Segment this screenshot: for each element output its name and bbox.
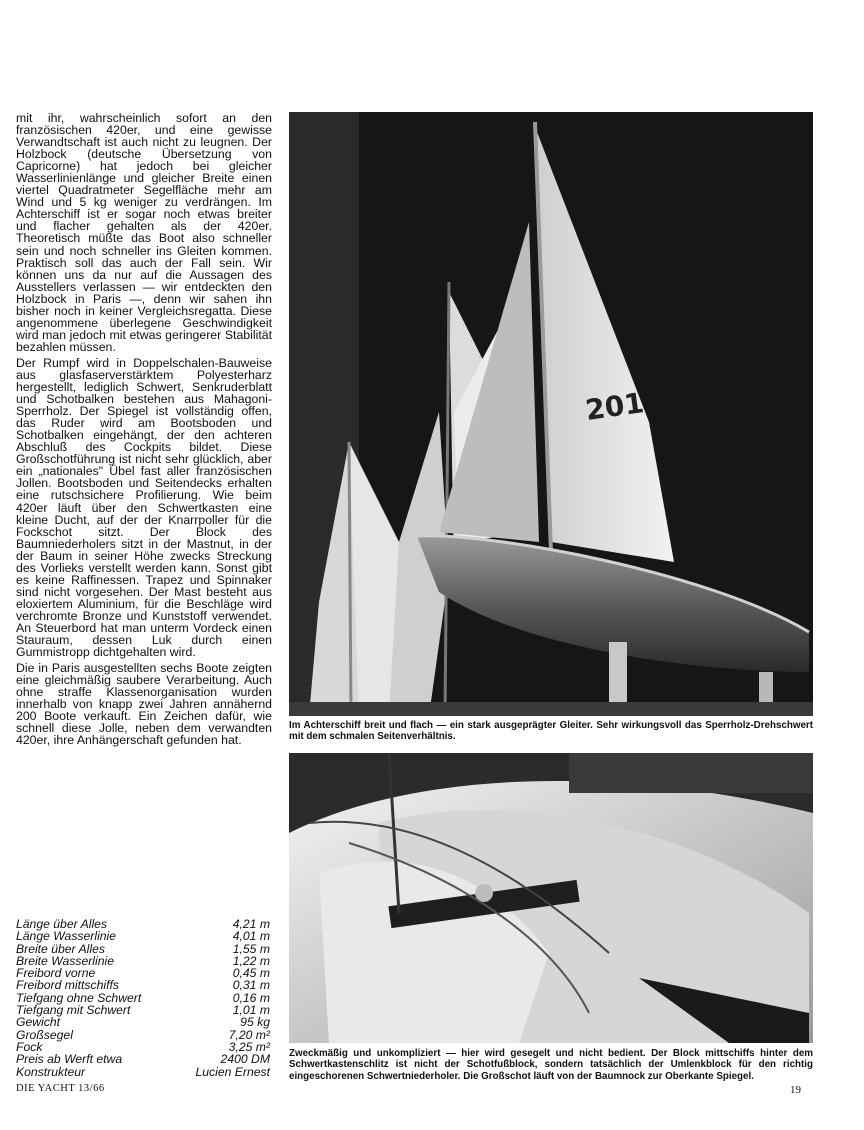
spec-value: 0,31 m: [232, 978, 270, 993]
spec-label: Breite Wasserlinie: [16, 953, 114, 968]
publication-name: DIE YACHT 13/66: [16, 1083, 105, 1094]
spec-value: 1,55 m: [232, 941, 270, 956]
spec-value: 0,16 m: [232, 990, 270, 1005]
sail-number: 201: [583, 386, 646, 427]
spec-label: Großsegel: [16, 1027, 73, 1042]
spec-label: Gewicht: [16, 1015, 61, 1030]
spec-label: Konstrukteur: [16, 1064, 86, 1079]
spec-value: 4,21 m: [232, 917, 270, 931]
spec-label: Tiefgang ohne Schwert: [16, 990, 142, 1005]
article-paragraph-1: mit ihr, wahrscheinlich sofort an den französischen 420er, und eine gewisse Verwandtschaft ist auch nicht zu leugnen. Der Holzbock (deutsche Übersetzung von Capricorne) hat jedoch bei gleicher Wasserlinienlänge und gleicher Breite einen viertel Quadratmeter Segelfläche mehr am Wind und 5 kg weniger zu verdrängen. Im Achterschiff ist er sogar noch etwas breiter und flacher gehalten als der 420er. Theoretisch müßte das Boot also schneller sein und noch schneller ins Gleiten kommen. Praktisch soll das auch der Fall sein. Wir können uns da nur auf die Aussagen des Ausstellers verlassen — wir entdeckten den Holzbock in Paris —, denn wir sahen ihn bisher noch in keiner Vergleichsregatta. Diese angenommene überlegene Geschwindigkeit wird man jedoch mit etwas geringerer Stabilität bezahlen müssen.: [16, 111, 272, 354]
spec-value: 0,45 m: [232, 966, 270, 981]
article-paragraph-2: Der Rumpf wird in Doppelschalen-Bauweise aus glasfaserverstärktem Polyesterharz hergestellt, lediglich Schwert, Senkruderblatt und Schotbalken bestehen aus Mahagoni-Sperrholz. Der Spiegel ist vollständig offen, das Ruder wird am Bootsboden und Schotbalken eingehängt, der den achteren Abschluß des Cockpits bildet. Diese Großschotführung ist nicht sehr glücklich, aber ein „nationales" Übel fast aller französischen Jollen. Bootsboden und Seitendecks erhalten eine rutschsichere Profilierung. Wie beim 420er läuft über den Schwertkasten eine kleine Ducht, auf der der Knarrpoller für die Fockschot sitzt. Der Block des Baumniederholers sitzt in der Mastnut, in der der Baum in seiner Höhe zwecks Streckung des Vorlieks verstellt werden kann. Sonst gibt es keine Raffinessen. Trapez und Spinnaker sind nicht vorgesehen. Der Mast besteht aus eloxiertem Aluminium, für die Beschläge wird verchromte Bronze und Kunststoff verwendet. An Steuerbord hat man unterm Vordeck einen Stauraum, dessen Luk durch einen Gummistropp dichtgehalten wird.: [16, 355, 272, 660]
spec-row: [16, 979, 270, 991]
spec-label: Freibord vorne: [16, 966, 96, 981]
article-body: [16, 112, 272, 746]
spec-value: 7,20 m²: [228, 1027, 270, 1042]
page-number: 19: [790, 1084, 801, 1096]
article-column: [16, 112, 272, 750]
spec-label: Länge über Alles: [16, 917, 108, 931]
photo-caption-bottom: Zweckmäßig und unkompliziert — hier wird gesegelt und nicht bedient. Der Block mittschiffs hinter dem Schwertkastenschlitz ist nicht der Schotfußblock, sondern tatsächlich der Umlenkblock für den richtig eingeschorenen Schwertniederholer. Die Großschot läuft von der Baumnock zur Oberkante Spiegel.: [289, 1048, 813, 1082]
photo-caption-top: Im Achterschiff breit und flach — ein stark ausgeprägter Gleiter. Sehr wirkungsvoll das Sperrholz-Drehschwert mit dem schmalen Seitenverhältnis.: [289, 720, 813, 743]
spec-label: Breite über Alles: [16, 941, 105, 956]
spec-value: 4,01 m: [232, 929, 270, 944]
spec-value: 1,01 m: [232, 1003, 270, 1018]
spec-label: Tiefgang mit Schwert: [16, 1003, 131, 1018]
spec-row: [16, 930, 270, 942]
spec-row: [16, 1016, 270, 1028]
spec-row: [16, 1053, 270, 1065]
spec-table: [16, 918, 270, 1078]
sailboats-illustration: [289, 112, 813, 716]
spec-value: 2400 DM: [220, 1052, 270, 1067]
sailboats-photo: [289, 112, 813, 716]
cockpit-illustration: [289, 753, 813, 1043]
spec-row: [16, 1066, 270, 1078]
spec-value: Lucien Ernest: [195, 1064, 270, 1079]
spec-label: Länge Wasserlinie: [16, 929, 117, 944]
cockpit-photo: [289, 753, 813, 1043]
spec-value: 95 kg: [240, 1015, 270, 1030]
spec-value: 1,22 m: [232, 953, 270, 968]
article-paragraph-3: Die in Paris ausgestellten sechs Boote zeigten eine gleichmäßig saubere Verarbeitung. Auch ohne straffe Klassenorganisation wurden innerhalb von knapp zwei Jahren annähernd 200 Boote verkauft. Ein Zeichen dafür, wie schnell diese Jolle, neben dem verwandten 420er, ihre Anhängerschaft gefunden hat.: [16, 661, 272, 748]
spec-value: 3,25 m²: [228, 1039, 270, 1054]
spec-label: Preis ab Werft etwa: [16, 1052, 123, 1067]
spec-label: Fock: [16, 1039, 43, 1054]
spec-label: Freibord mittschiffs: [16, 978, 119, 993]
